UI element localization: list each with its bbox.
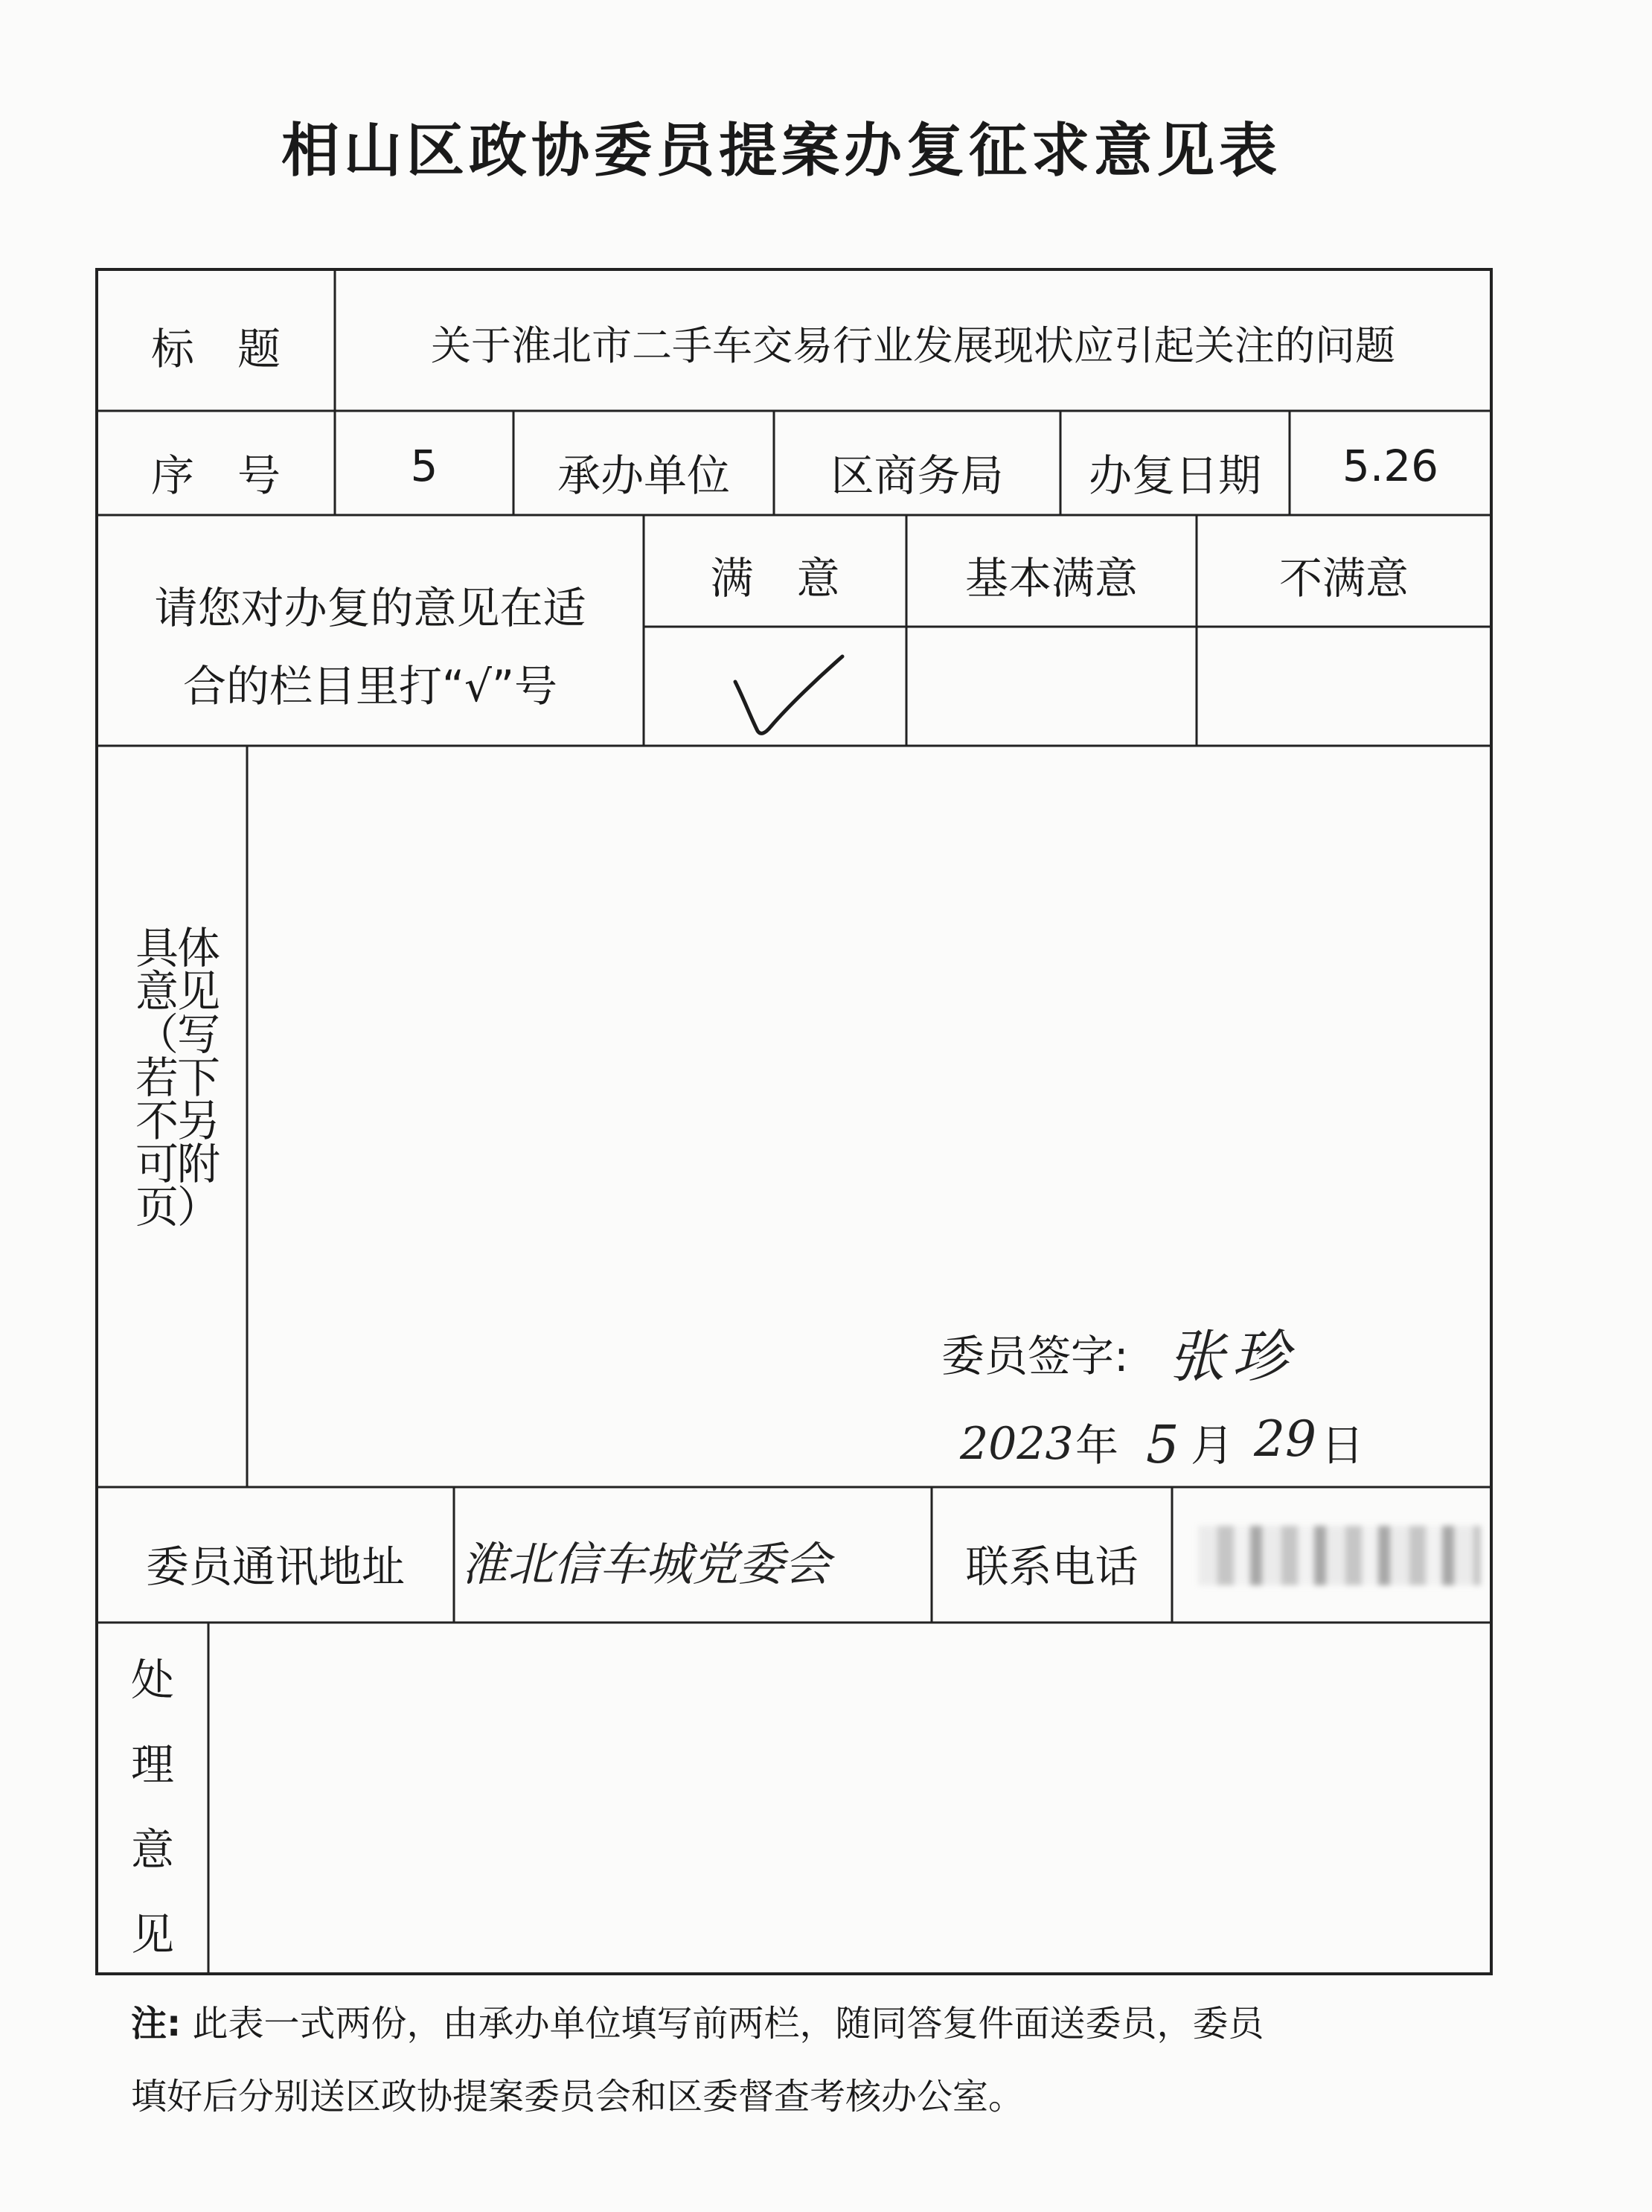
handling-label-char: 理: [130, 1739, 174, 1790]
opinion-label-char: 意: [135, 966, 179, 1017]
footnote-text-1: 此表一式两份，由承办单位填写前两栏，随同答复件面送委员，委员: [192, 2003, 1264, 2045]
seq-value: 5: [410, 441, 438, 491]
opinion-label-char: 具: [135, 923, 179, 974]
opinion-label-char: ）: [176, 1182, 220, 1233]
handling-label-char: 见: [130, 1909, 174, 1960]
proposal-title: 关于淮北市二手车交易行业发展现状应引起关注的问题: [431, 322, 1395, 369]
handling-label: [97, 1645, 208, 1984]
sign-date-day: 29: [1254, 1410, 1316, 1468]
sign-date-month-unit: 月: [1191, 1420, 1235, 1471]
footnote-line1: [131, 1987, 1515, 2060]
unit-value: 区商务局: [830, 450, 1004, 501]
opinion-label-char: 另: [176, 1096, 220, 1146]
unit-label: 承办单位: [557, 450, 730, 501]
opinion-label-char: 附: [176, 1139, 220, 1189]
opinion-label-char: 见: [176, 966, 220, 1017]
checkmark-icon: [714, 648, 863, 744]
rating-option-unsatisfied[interactable]: 不满意: [1278, 553, 1409, 604]
signature-label: 委员签字:: [941, 1331, 1129, 1381]
opinion-label-col2: [176, 923, 222, 1233]
rating-instruction-line2: 合的栏目里打“√”号: [182, 661, 558, 712]
phone-label: 联系电话: [965, 1541, 1139, 1592]
opinion-label-char: 不: [135, 1096, 179, 1146]
rating-option-satisfied[interactable]: 满 意: [710, 553, 840, 604]
opinion-label-char: 页: [135, 1182, 179, 1233]
sign-date-year: 2023: [960, 1418, 1074, 1470]
opinion-label-col1: [134, 923, 180, 1233]
rating-instruction-line1: 请您对办复的意见在适: [154, 583, 586, 633]
opinion-label-char: （: [135, 1009, 179, 1060]
sign-date-day-unit: 日: [1321, 1420, 1365, 1471]
handling-label-char: 处: [130, 1655, 174, 1705]
date-label: 办复日期: [1088, 450, 1261, 501]
opinion-label-char: 写: [176, 1009, 220, 1060]
seq-label: 序 号: [150, 450, 281, 501]
footnote-line2: 填好后分别送区政协提案委员会和区委督查考核办公室。: [131, 2076, 1025, 2117]
address-value: 淮北信车城党委会: [461, 1537, 831, 1591]
opinion-label-char: 若: [135, 1052, 179, 1103]
handling-label-char: 意: [130, 1824, 174, 1875]
date-value: 5.26: [1342, 441, 1439, 491]
footnote: [131, 1987, 1515, 2133]
rating-option-basically-satisfied[interactable]: 基本满意: [964, 553, 1138, 604]
opinion-label-char: 体: [176, 923, 220, 974]
title-label: 标 题: [150, 324, 281, 374]
sign-date-month: 5: [1146, 1414, 1179, 1475]
phone-value-redacted: [1198, 1526, 1481, 1585]
opinion-label-char: 可: [135, 1139, 179, 1189]
page-title: 相山区政协委员提案办复征求意见表: [281, 118, 1281, 185]
opinion-label-char: 下: [176, 1052, 220, 1103]
sign-date-year-unit: 年: [1075, 1420, 1119, 1471]
member-signature: 张珍: [1168, 1323, 1296, 1390]
address-label: 委员通讯地址: [145, 1541, 405, 1592]
footnote-prefix: 注:: [131, 2003, 182, 2045]
